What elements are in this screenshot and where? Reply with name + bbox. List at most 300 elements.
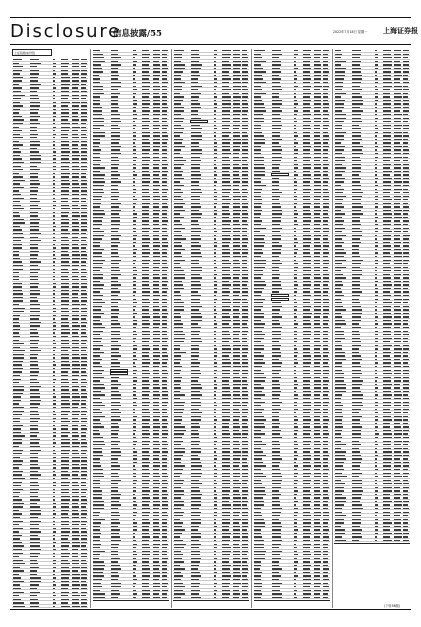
cell-text <box>174 306 184 307</box>
cell-text <box>191 217 201 218</box>
cell-text <box>403 118 409 119</box>
cell-text <box>81 137 87 138</box>
cell-text <box>352 157 360 158</box>
cell-text <box>314 252 321 253</box>
cell-text <box>133 64 136 65</box>
cell-text <box>233 384 241 385</box>
cell-text <box>174 426 185 427</box>
cell-text <box>403 206 409 207</box>
cell-text <box>214 384 218 385</box>
cell-text <box>153 338 161 339</box>
cell-text <box>111 522 120 523</box>
cell-text <box>133 526 137 527</box>
cell-text <box>222 231 231 232</box>
cell-text <box>162 327 167 328</box>
cell-text <box>174 323 183 324</box>
cell-text <box>323 146 329 147</box>
cell-text <box>53 542 56 543</box>
cell-text <box>214 508 218 509</box>
cell-text <box>394 338 401 339</box>
cell-text <box>375 146 379 147</box>
cell-text <box>233 54 240 55</box>
cell-text <box>133 465 135 466</box>
cell-text <box>133 544 137 545</box>
cell-text <box>111 448 121 449</box>
cell-text <box>314 348 321 349</box>
cell-text <box>93 203 101 204</box>
cell-text <box>303 291 310 292</box>
cell-text <box>314 299 321 300</box>
cell-text <box>162 409 168 410</box>
cell-text <box>335 284 344 285</box>
cell-text <box>222 68 231 69</box>
cell-text <box>72 198 79 199</box>
cell-text <box>403 142 408 143</box>
cell-text <box>383 231 392 232</box>
cell-text <box>214 114 216 115</box>
cell-text <box>294 320 296 321</box>
cell-text <box>352 64 360 65</box>
cell-text <box>272 551 283 552</box>
cell-text <box>191 551 200 552</box>
cell-text <box>214 402 217 403</box>
cell-text <box>191 536 201 537</box>
cell-text <box>174 139 183 140</box>
cell-text <box>111 128 121 129</box>
cell-text <box>13 581 25 582</box>
cell-text <box>53 66 56 67</box>
cell-text <box>314 125 320 126</box>
cell-text <box>13 269 23 270</box>
cell-text <box>352 270 362 271</box>
cell-text <box>303 185 311 186</box>
cell-text <box>153 590 161 591</box>
cell-text <box>214 288 217 289</box>
cell-text <box>142 313 149 314</box>
cell-text <box>323 512 329 513</box>
cell-text <box>111 327 122 328</box>
cell-text <box>323 160 328 161</box>
cell-text <box>254 370 261 371</box>
cell-text <box>394 355 401 356</box>
cell-text <box>133 71 136 72</box>
cell-text <box>93 316 101 317</box>
cell-text <box>214 174 218 175</box>
cell-text <box>314 128 321 129</box>
cell-text <box>233 412 240 413</box>
cell-text <box>272 316 282 317</box>
cell-text <box>61 407 70 408</box>
cell-text <box>303 71 311 72</box>
cell-text <box>191 451 201 452</box>
cell-text <box>111 419 122 420</box>
cell-text <box>242 107 248 108</box>
cell-text <box>314 203 320 204</box>
cell-text <box>30 606 39 607</box>
cell-text <box>133 309 135 310</box>
cell-text <box>13 212 20 213</box>
cell-text <box>403 174 409 175</box>
cell-text <box>272 107 280 108</box>
cell-text <box>61 315 69 316</box>
cell-text <box>72 389 78 390</box>
cell-text <box>272 476 283 477</box>
cell-text <box>111 231 119 232</box>
cell-text <box>294 125 296 126</box>
cell-text <box>323 114 329 115</box>
cell-text <box>272 387 280 388</box>
cell-text <box>13 105 23 106</box>
cell-text <box>162 362 167 363</box>
cell-text <box>352 142 360 143</box>
cell-text <box>81 95 87 96</box>
cell-text <box>222 512 230 513</box>
cell-text <box>254 437 260 438</box>
cell-text <box>72 311 79 312</box>
cell-text <box>93 281 100 282</box>
cell-text <box>191 309 199 310</box>
cell-text <box>30 247 38 248</box>
cell-text <box>30 343 38 344</box>
cell-text <box>93 551 105 552</box>
cell-text <box>162 437 167 438</box>
cell-text <box>254 423 263 424</box>
cell-text <box>61 151 70 152</box>
cell-text <box>222 89 231 90</box>
cell-text <box>272 242 279 243</box>
cell-text <box>72 80 79 81</box>
cell-text <box>30 577 41 578</box>
cell-text <box>13 237 24 238</box>
cell-text <box>72 347 79 348</box>
cell-text <box>335 316 342 317</box>
cell-text <box>294 86 298 87</box>
cell-text <box>53 332 56 333</box>
cell-text <box>303 54 311 55</box>
cell-text <box>335 189 344 190</box>
cell-text <box>403 196 409 197</box>
cell-text <box>242 181 248 182</box>
cell-text <box>222 540 230 541</box>
cell-text <box>272 139 282 140</box>
cell-text <box>233 199 240 200</box>
cell-text <box>30 340 39 341</box>
cell-text <box>233 103 240 104</box>
cell-text <box>81 592 87 593</box>
cell-text <box>394 171 401 172</box>
cell-text <box>81 407 86 408</box>
cell-text <box>153 224 160 225</box>
cell-text <box>314 171 321 172</box>
cell-text <box>13 59 22 60</box>
cell-text <box>61 198 68 199</box>
cell-text <box>242 515 248 516</box>
cell-text <box>254 444 266 445</box>
cell-text <box>335 302 342 303</box>
cell-text <box>72 467 80 468</box>
cell-text <box>303 362 311 363</box>
cell-text <box>303 267 312 268</box>
cell-text <box>214 96 218 97</box>
cell-text <box>174 497 181 498</box>
table-column <box>254 49 330 608</box>
cell-text <box>81 251 86 252</box>
cell-text <box>53 510 55 511</box>
cell-text <box>294 338 297 339</box>
cell-text <box>93 263 103 264</box>
cell-text <box>294 288 297 289</box>
cell-text <box>174 263 180 264</box>
cell-text <box>153 515 159 516</box>
cell-text <box>162 178 167 179</box>
cell-text <box>153 299 160 300</box>
cell-text <box>93 277 103 278</box>
cell-text <box>142 110 151 111</box>
cell-text <box>81 144 87 145</box>
cell-text <box>30 400 41 401</box>
cell-text <box>222 469 230 470</box>
cell-text <box>174 476 180 477</box>
cell-text <box>254 476 265 477</box>
cell-text <box>303 490 311 491</box>
cell-text <box>403 167 409 168</box>
cell-text <box>233 515 239 516</box>
cell-text <box>142 494 150 495</box>
cell-text <box>233 121 240 122</box>
cell-text <box>303 540 311 541</box>
cell-text <box>272 490 280 491</box>
cell-text <box>403 331 408 332</box>
cell-text <box>314 416 321 417</box>
cell-text <box>335 146 345 147</box>
cell-text <box>214 533 217 534</box>
cell-text <box>133 139 136 140</box>
table-row <box>12 605 88 608</box>
cell-text <box>53 506 57 507</box>
cell-text <box>254 196 260 197</box>
cell-text <box>81 464 87 465</box>
cell-text <box>222 267 230 268</box>
cell-text <box>272 487 282 488</box>
cell-text <box>153 54 160 55</box>
cell-text <box>294 522 297 523</box>
cell-text <box>191 267 202 268</box>
cell-text <box>162 526 168 527</box>
cell-text <box>222 394 231 395</box>
column-divider <box>171 49 172 608</box>
cell-text <box>61 375 68 376</box>
cell-text <box>323 185 329 186</box>
cell-text <box>272 526 283 527</box>
cell-text <box>162 50 168 51</box>
cell-text <box>142 235 150 236</box>
cell-text <box>314 394 320 395</box>
cell-text <box>81 198 86 199</box>
cell-text <box>222 377 230 378</box>
cell-text <box>174 185 185 186</box>
cell-text <box>153 419 160 420</box>
cell-text <box>61 269 68 270</box>
cell-text <box>272 366 282 367</box>
cell-text <box>61 368 70 369</box>
cell-text <box>254 309 260 310</box>
cell-text <box>162 579 168 580</box>
cell-text <box>93 306 102 307</box>
cell-text <box>222 217 229 218</box>
cell-text <box>133 551 136 552</box>
cell-text <box>162 267 168 268</box>
cell-text <box>254 583 262 584</box>
cell-text <box>81 254 87 255</box>
cell-text <box>93 540 99 541</box>
cell-text <box>233 267 240 268</box>
cell-text <box>323 558 329 559</box>
cell-text <box>174 260 185 261</box>
cell-text <box>81 109 87 110</box>
cell-text <box>174 405 184 406</box>
cell-text <box>30 95 38 96</box>
cell-text <box>191 565 199 566</box>
cell-text <box>142 430 150 431</box>
cell-text <box>142 391 151 392</box>
cell-text <box>375 132 378 133</box>
cell-text <box>222 199 231 200</box>
cell-text <box>162 536 168 537</box>
cell-text <box>174 551 181 552</box>
cell-text <box>111 575 119 576</box>
cell-text <box>375 64 378 65</box>
cell-text <box>174 590 183 591</box>
cell-text <box>242 267 247 268</box>
cell-text <box>242 86 247 87</box>
cell-text <box>294 78 297 79</box>
cell-text <box>153 586 161 587</box>
cell-text <box>81 201 86 202</box>
cell-text <box>383 185 391 186</box>
cell-text <box>303 504 311 505</box>
cell-text <box>53 386 56 387</box>
cell-text <box>142 309 149 310</box>
cell-text <box>314 423 321 424</box>
cell-text <box>323 167 328 168</box>
cell-text <box>174 561 184 562</box>
cell-text <box>214 199 218 200</box>
cell-text <box>314 487 320 488</box>
cell-text <box>53 563 56 564</box>
cell-text <box>53 453 57 454</box>
cell-text <box>272 437 282 438</box>
cell-text <box>133 327 136 328</box>
cell-text <box>294 465 298 466</box>
cell-text <box>191 341 202 342</box>
cell-text <box>162 86 167 87</box>
cell-text <box>61 109 69 110</box>
cell-text <box>214 327 218 328</box>
cell-text <box>222 572 230 573</box>
cell-text <box>314 504 321 505</box>
cell-text <box>254 274 263 275</box>
cell-text <box>303 100 312 101</box>
cell-text <box>403 306 409 307</box>
cell-text <box>111 309 120 310</box>
cell-text <box>222 508 231 509</box>
cell-text <box>13 510 20 511</box>
cell-text <box>403 274 409 275</box>
cell-text <box>153 245 161 246</box>
cell-text <box>394 320 401 321</box>
cell-text <box>222 61 229 62</box>
cell-text <box>174 441 183 442</box>
cell-text <box>303 242 312 243</box>
cell-text <box>93 380 100 381</box>
cell-text <box>242 394 248 395</box>
cell-text <box>111 157 118 158</box>
cell-text <box>61 144 69 145</box>
cell-text <box>222 437 230 438</box>
cell-text <box>335 203 342 204</box>
cell-text <box>191 501 201 502</box>
cell-text <box>214 256 217 257</box>
cell-text <box>352 338 360 339</box>
cell-text <box>81 300 87 301</box>
cell-text <box>30 563 38 564</box>
cell-text <box>214 263 217 264</box>
cell-text <box>303 189 311 190</box>
cell-text <box>294 586 296 587</box>
cell-text <box>303 313 312 314</box>
cell-text <box>254 231 260 232</box>
cell-text <box>233 277 239 278</box>
cell-text <box>93 458 99 459</box>
cell-text <box>162 352 167 353</box>
cell-text <box>174 554 183 555</box>
cell-text <box>174 362 180 363</box>
cell-text <box>72 574 80 575</box>
cell-text <box>72 269 78 270</box>
cell-text <box>242 167 248 168</box>
cell-text <box>214 355 217 356</box>
cell-text <box>323 370 329 371</box>
cell-text <box>214 597 216 598</box>
cell-text <box>222 370 230 371</box>
cell-text <box>93 114 102 115</box>
cell-text <box>61 361 69 362</box>
cell-text <box>233 192 240 193</box>
cell-text <box>242 277 248 278</box>
cell-text <box>191 295 201 296</box>
cell-text <box>214 302 216 303</box>
cell-text <box>111 359 118 360</box>
cell-text <box>111 341 118 342</box>
cell-text <box>142 174 150 175</box>
cell-text <box>314 352 320 353</box>
cell-text <box>111 185 118 186</box>
cell-text <box>294 299 296 300</box>
cell-text <box>214 100 216 101</box>
cell-text <box>242 160 247 161</box>
cell-text <box>323 54 329 55</box>
cell-text <box>81 467 87 468</box>
cell-text <box>214 331 216 332</box>
cell-text <box>191 270 202 271</box>
cell-text <box>174 377 182 378</box>
cell-text <box>72 592 78 593</box>
cell-text <box>242 196 247 197</box>
cell-text <box>81 297 87 298</box>
cell-text <box>174 110 184 111</box>
cell-text <box>30 190 38 191</box>
cell-text <box>314 572 320 573</box>
